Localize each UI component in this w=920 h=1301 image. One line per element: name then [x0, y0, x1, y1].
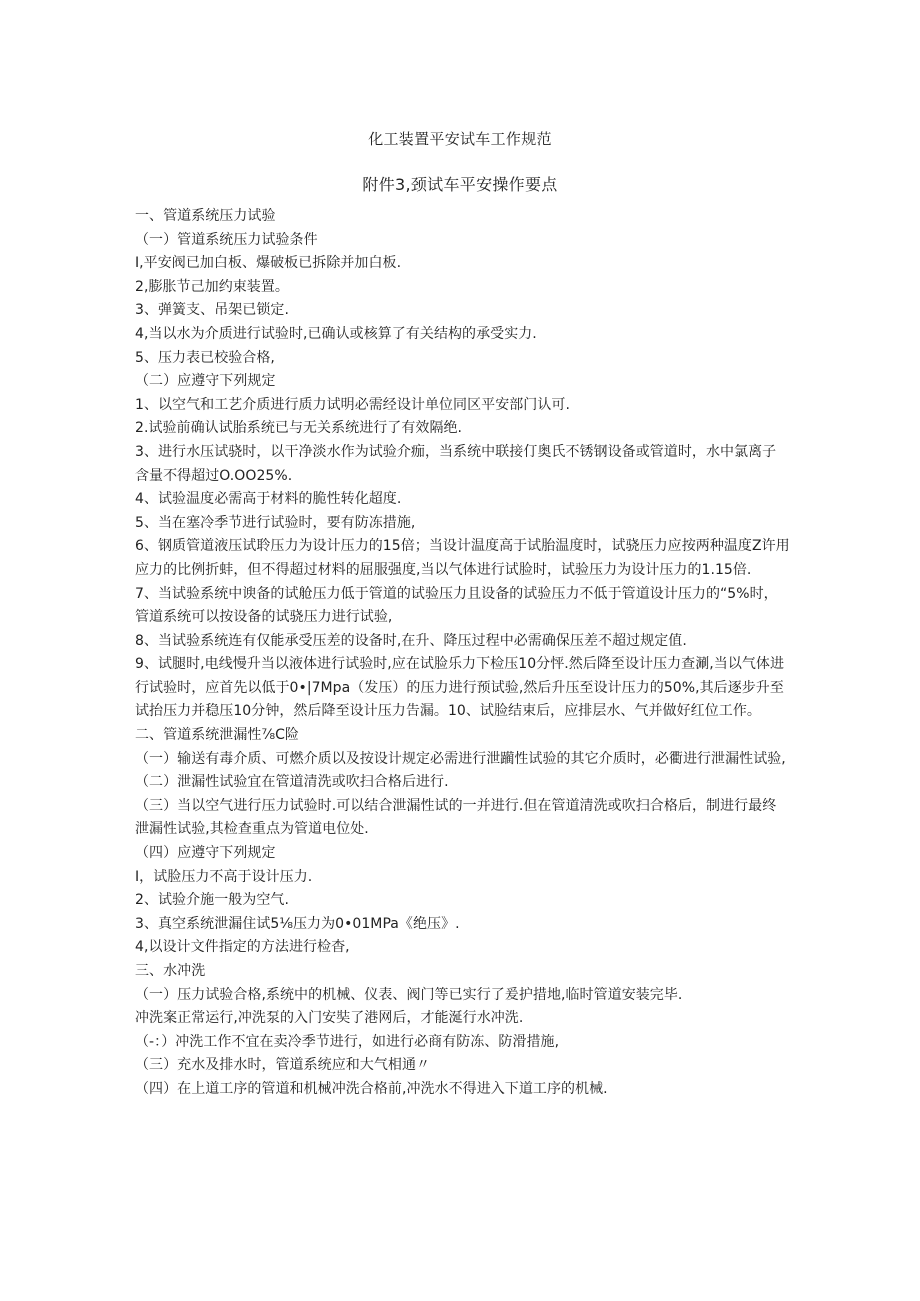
paragraph: （三）当以空气进行压力试验时.可以结合泄漏性试的一并进行.但在管道清洗或吹扫合格后，制进行最终泄漏性试验,其检查重点为管道电位处.: [135, 797, 777, 838]
paragraph: I，试脸压力不高于设计压力.: [135, 868, 313, 885]
paragraph: （一）输送有毒介质、可燃介质以及按设计规定必需进行泄躏性试验的其它介质时，必衢进行泄漏性试验,: [135, 750, 786, 767]
paragraph: 4,以设计文件指定的方法进行检杳,: [135, 939, 350, 956]
paragraph: 3、进行水压试骁时，以干净淡水作为试验介痂，当系统中联接仃奥氏不锈钢设备或管道时，水中氯离子含量不得超过O.OO25%.: [135, 443, 777, 484]
paragraph: 4、试验温度必需高于材料的脆性转化超度.: [135, 491, 402, 508]
paragraph: 4,当以水为介质进行试验时,已确认或核算了有关结构的承受实力.: [135, 325, 537, 342]
section-heading: 一、管道系统压力试验: [135, 208, 276, 224]
section-heading: 二、管道系统泄漏性⅞C险: [135, 727, 299, 744]
document-subtitle: 附件3,颈试车平安操作要点: [362, 175, 558, 194]
paragraph: 3、真空系统泄漏住试5⅛压力为0•01MPa《绝压》.: [135, 915, 460, 932]
paragraph: 3、弹簧支、吊架已锁定.: [135, 302, 289, 319]
paragraph: 2,膨胀节己加约束装置。: [135, 278, 289, 295]
paragraph: 5、压力表已校验合格,: [135, 349, 275, 366]
subsection-heading: （一）管道系统压力试验条件: [135, 231, 318, 248]
document-title: 化工装置平安试车工作规范: [368, 130, 552, 148]
paragraph: （三）充水及排水时，管道系统应和大气相通〃: [135, 1057, 431, 1074]
section-heading: 三、水冲洗: [135, 963, 206, 979]
paragraph: 5、当在塞冷季节进行试验时，要有防冻措施,: [135, 514, 416, 531]
paragraph: I,平安阀已加白板、爆破板已拆除并加白板.: [135, 255, 402, 272]
paragraph: 9、试腿时,电线慢升当以液体进行试验时,应在试脸乐力下检压10分怦.然后降至设计压力查涮,当以气体进行试验时，应首先以低于0•|7Mpa（发压）的压力进行预试验,然后升压至设计压力的50%,其后逐步升至试抬压力并稳压10分钟，然后降至设计压力告漏。10、试脸结束后，应排层水、气并做好红位工作。: [135, 656, 785, 720]
paragraph: 6、钢质管道液压试聆压力为设计压力的15倍；当设计温度高于试胎温度时，试骁压力应按两种温度Z许用应力的比例折蚌，但不得超过材料的屈服强度,当以气体进行试脸时，试验压力为设计压力的1.15倍.: [135, 538, 790, 578]
subsection-heading: （二）应遵守下列规定: [135, 373, 276, 390]
paragraph: 7、当试验系统中谀备的试舱压力低于管道的试验压力且设备的试验压力不低于管道设计压力的“5%时，管道系统可以按设备的试骁压力进行试验,: [135, 585, 778, 626]
paragraph: 2.试验前确认试胎系统已与无关系统进行了有效隔绝.: [135, 420, 463, 437]
paragraph: 冲洗案正常运行,冲洗泵的入门安奘了港网后，才能涎行水冲洗.: [135, 1010, 524, 1027]
paragraph: 8、当试验系统连有仅能承受压差的设备时,在升、降压过程中必需确保压差不超过规定值.: [135, 632, 687, 649]
paragraph: （二）泄漏性试验宜在管道清洗或吹扫合格后进行.: [135, 774, 449, 791]
paragraph: （四）在上道工序的管道和机械冲洗合格前,冲洗水不得进入下道工序的机械.: [135, 1080, 608, 1097]
paragraph: （一）压力试验合格,系统中的机械、仪表、阀门等已实行了爰护措地,临时管道安装完毕.: [135, 986, 683, 1003]
subsection-heading: （四）应遵守下列规定: [135, 845, 276, 862]
paragraph: （-：）冲洗工作不宜在卖冷季节进行，如进行必商有防冻、防滑措施,: [135, 1033, 560, 1050]
document-body: [135, 205, 790, 1102]
paragraph: 1、以空气和工艺介质进行质力试明必需经设计单位同区平安部门认可.: [135, 396, 570, 413]
paragraph: 2、试验介施一般为空气.: [135, 892, 289, 909]
